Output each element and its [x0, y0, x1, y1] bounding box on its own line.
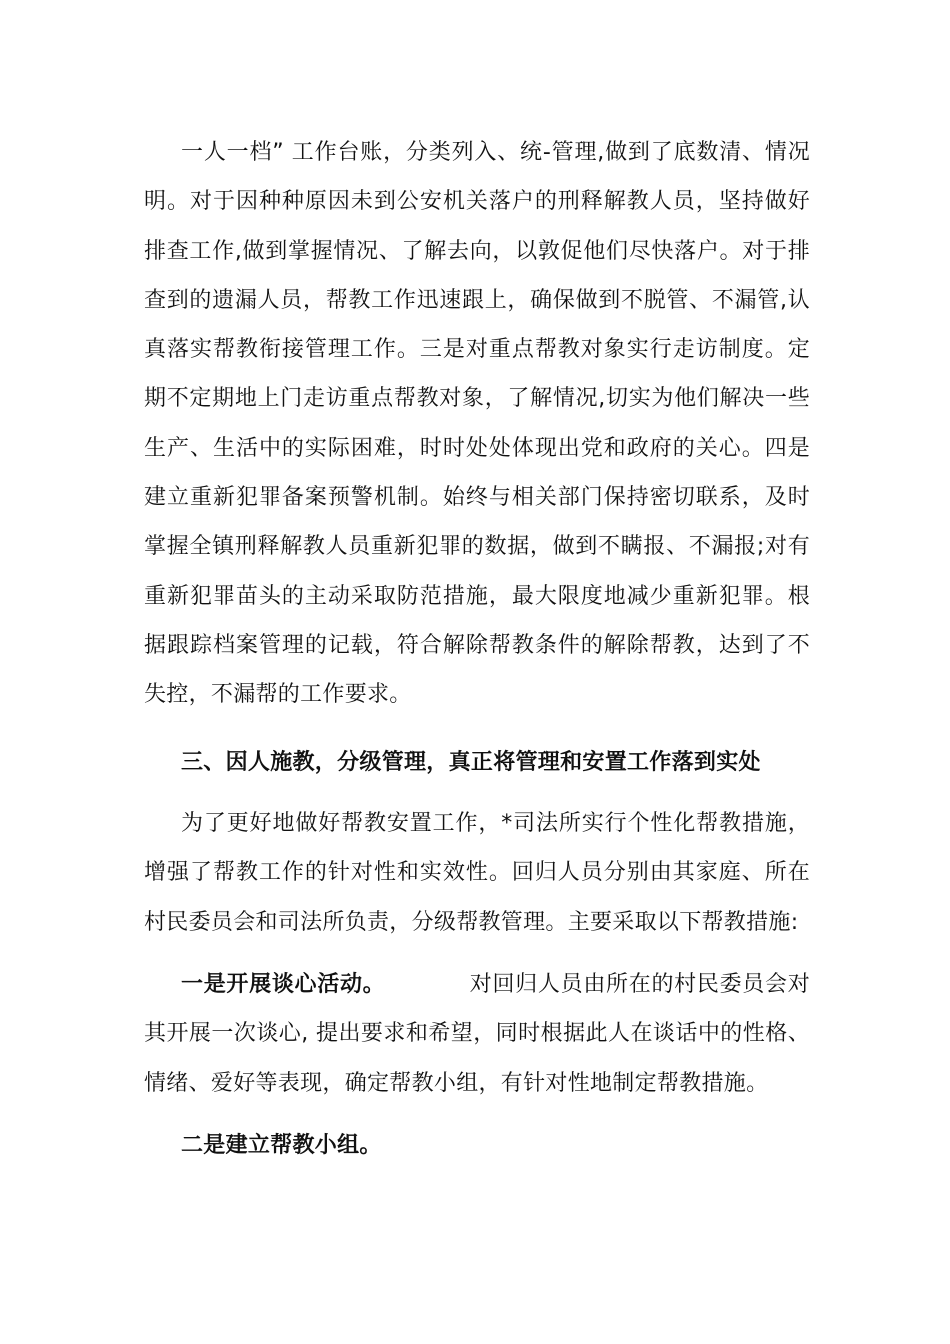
measure-item-1-lead: 一是开展谈心活动。 [181, 972, 386, 997]
measure-item-1 [144, 960, 810, 1108]
body-paragraph-2: 为了更好地做好帮教安置工作，*司法所实行个性化帮教措施，增强了帮教工作的针对性和实效性。回归人员分别由其家庭、所在村民委员会和司法所负责，分级帮教管理。主要采取以下帮教措施: [144, 811, 810, 935]
measure-item-2-lead: 二是建立帮教小组。 [181, 1133, 382, 1158]
measure-item-1-body: 对回归人员由所在的村民委员会对其开展一次谈心, 提出要求和希望，同时根据此人在谈话中的性格、情绪、爱好等表现，确定帮教小组，有针对性地制定帮教措施。 [144, 972, 810, 1096]
section-heading-3: 三、因人施教，分级管理，真正将管理和安置工作落到实处 [181, 750, 761, 775]
body-paragraph-1: 一人一档” 工作台账，分类列入、统-管理,做到了底数清、情况明。对于因种种原因未到公安机关落户的刑释解教人员，坚持做好排查工作,做到掌握情况、了解去向，以敦促他们尽快落户。对于排查到的遗漏人员，帮教工作迅速跟上，确保做到不脱管、不漏管,认真落实帮教衔接管理工作。三是对重点帮教对象实行走访制度。定期不定期地上门走访重点帮教对象，了解情况,切实为他们解决一些生产、生活中的实际困难，时时处处体现出党和政府的关心。四是建立重新犯罪备案预警机制。始终与相关部门保持密切联系，及时掌握全镇刑释解教人员重新犯罪的数据，做到不瞒报、不漏报;对有重新犯罪苗头的主动采取防范措施，最大限度地减少重新犯罪。根据跟踪档案管理的记载，符合解除帮教条件的解除帮教，达到了不失控，不漏帮的工作要求。 [144, 140, 810, 708]
